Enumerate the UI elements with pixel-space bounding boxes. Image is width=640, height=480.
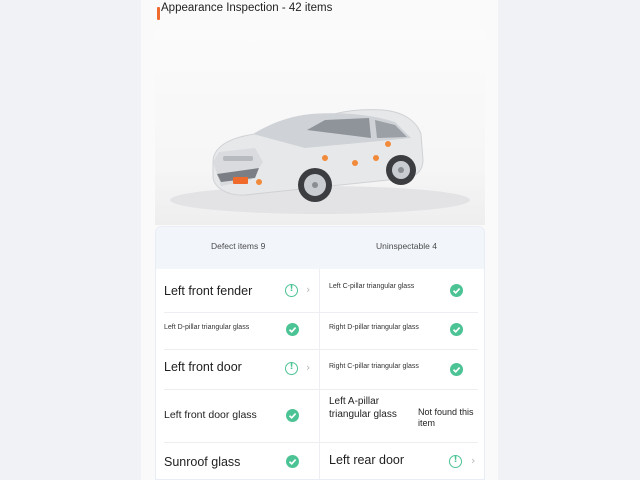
check-icon bbox=[450, 323, 463, 336]
list-item-left-front-fender[interactable]: Left front fender bbox=[164, 284, 253, 298]
section-title: Appearance Inspection - 42 items bbox=[161, 2, 333, 14]
inspection-screen bbox=[141, 0, 498, 480]
chevron-right-icon[interactable]: › bbox=[306, 283, 311, 296]
warning-icon: ! bbox=[285, 362, 298, 375]
check-icon bbox=[286, 409, 299, 422]
list-item-right-d-pillar-glass[interactable]: Right D-pillar triangular glass bbox=[329, 324, 419, 331]
car-illustration bbox=[155, 30, 485, 225]
list-item-left-front-door-glass[interactable]: Left front door glass bbox=[164, 409, 257, 421]
list-item-left-front-door[interactable]: Left front door bbox=[164, 360, 242, 374]
defect-marker[interactable] bbox=[373, 155, 379, 161]
section-header bbox=[157, 0, 487, 22]
defect-marker[interactable] bbox=[385, 141, 391, 147]
license-plate bbox=[233, 177, 248, 184]
check-icon bbox=[450, 363, 463, 376]
list-item-right-c-pillar-glass[interactable]: Right C-pillar triangular glass bbox=[329, 363, 419, 370]
defect-marker[interactable] bbox=[322, 155, 328, 161]
list-item-left-d-pillar-glass[interactable]: Left D-pillar triangular glass bbox=[164, 324, 250, 331]
warning-icon: ! bbox=[285, 284, 298, 297]
car-image bbox=[155, 30, 485, 225]
check-icon bbox=[450, 284, 463, 297]
section-accent-bar bbox=[157, 7, 160, 20]
check-icon bbox=[286, 323, 299, 336]
list-item-left-a-pillar-glass[interactable]: Left A-pillar triangular glass bbox=[329, 396, 397, 420]
check-icon bbox=[286, 455, 299, 468]
chevron-right-icon[interactable]: › bbox=[306, 361, 311, 374]
row-divider bbox=[164, 389, 478, 390]
not-found-note: Not found this item bbox=[418, 407, 474, 428]
chevron-right-icon[interactable]: › bbox=[471, 454, 476, 467]
tab-bar bbox=[156, 227, 484, 269]
row-divider bbox=[164, 312, 478, 313]
row-divider bbox=[164, 442, 478, 443]
defect-marker[interactable] bbox=[352, 160, 358, 166]
defect-marker[interactable] bbox=[256, 179, 262, 185]
inspection-list-card bbox=[155, 226, 485, 480]
warning-icon: ! bbox=[449, 455, 462, 468]
tab-defect-items[interactable]: Defect items 9 bbox=[211, 241, 266, 251]
column-divider bbox=[319, 269, 320, 480]
list-item-sunroof-glass[interactable]: Sunroof glass bbox=[164, 455, 241, 469]
tab-uninspectable[interactable]: Uninspectable 4 bbox=[376, 241, 437, 251]
row-divider bbox=[164, 349, 478, 350]
list-item-left-c-pillar-glass[interactable]: Left C-pillar triangular glass bbox=[329, 283, 415, 290]
list-item-left-rear-door[interactable]: Left rear door bbox=[329, 453, 405, 467]
